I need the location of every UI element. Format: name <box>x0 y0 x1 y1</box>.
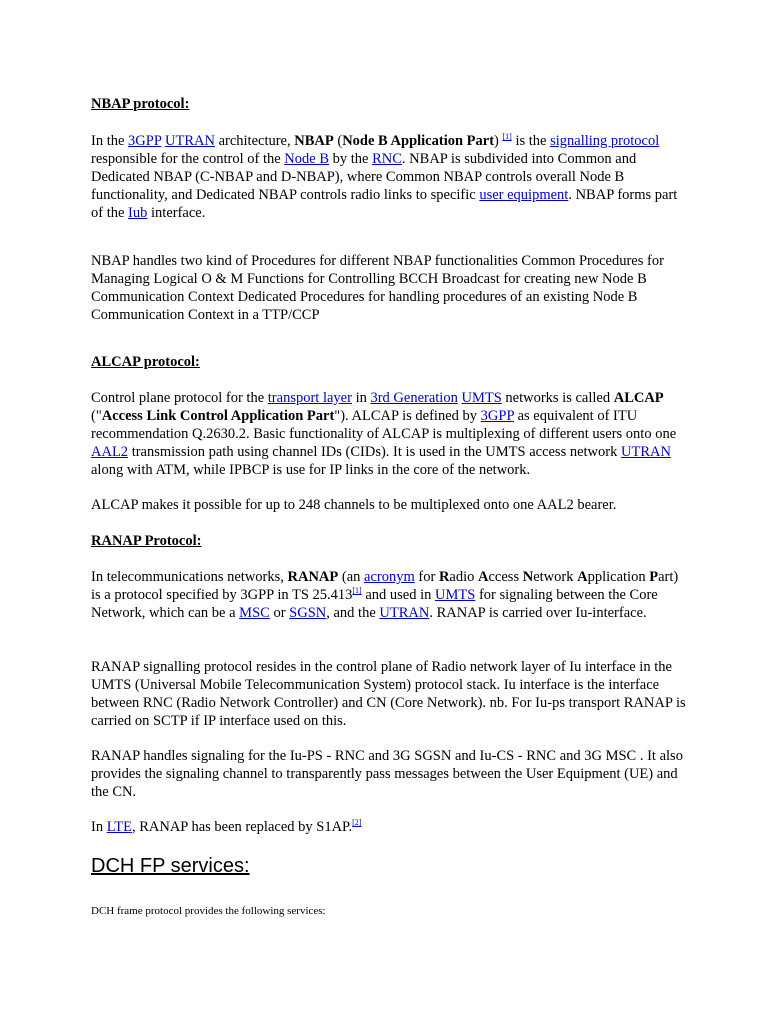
ranap-heading: RANAP Protocol: <box>91 533 202 549</box>
link-utran-ranap[interactable]: UTRAN <box>379 605 430 621</box>
ranap-paragraph-2: RANAP signalling protocol resides in the control plane of Radio network layer of Iu interface in the UMTS (Universal Mobile Telecommunication System) protocol stack. Iu interface is the interface between RNC (Radio Network Controller) and CN (Core Network). nb. For Iu-ps transport RANAP is carried on SCTP if IP interface used on this. <box>91 659 686 729</box>
link-umts-ranap[interactable]: UMTS <box>435 587 476 603</box>
link-utran[interactable]: UTRAN <box>164 133 215 149</box>
nbap-heading: NBAP protocol: <box>91 96 190 112</box>
link-node-b[interactable]: Node B <box>284 151 329 167</box>
link-3rd-generation[interactable]: 3rd Generation <box>370 390 458 406</box>
ranap-paragraph-3: RANAP handles signaling for the Iu-PS - RNC and 3G SGSN and Iu-CS - RNC and 3G MSC . It also provides the signaling channel to transparently pass messages between the User Equipment (UE) and the CN. <box>91 748 683 800</box>
nbap-paragraph-2: NBAP handles two kind of Procedures for different NBAP functionalities Common Procedures for Managing Logical O & M Functions for Controlling BCCH Broadcast for creating new Node B Communication Context Dedicated Procedures for handling procedures of an existing Node B Communication Context in a TTP/CCP <box>91 253 664 323</box>
link-utran-alcap[interactable]: UTRAN <box>621 444 671 460</box>
link-umts[interactable]: UMTS <box>461 390 502 406</box>
link-3gpp-alcap[interactable]: 3GPP <box>480 408 514 424</box>
alcap-paragraph-1: Control plane protocol for the transport layer in 3rd Generation UMTS networks is called ALCAP ("Access Link Control Application Part"). ALCAP is defined by 3GPP as equivalent of ITU recommendation Q.2630.2. Basic functionality of ALCAP is multiplexing of different users onto one AAL2 transmission path using channel IDs (CIDs). It is used in the UMTS access network UTRAN along with ATM, while IPBCP is use for IP links in the core of the network. <box>91 390 677 478</box>
dch-paragraph-1: DCH frame protocol provides the following services: <box>91 905 326 917</box>
link-signalling-protocol[interactable]: signalling protocol <box>550 133 660 149</box>
link-iub[interactable]: Iub <box>128 205 148 221</box>
link-user-equipment[interactable]: user equipment <box>479 187 569 203</box>
ranap-paragraph-1: In telecommunications networks, RANAP (an acronym for Radio Access Network Application Part) is a protocol specified by 3GPP in TS 25.413[1] and used in UMTS for signaling between the Core Network, which can be a MSC or SGSN, and the UTRAN. RANAP is carried over Iu-interface. <box>91 569 679 621</box>
link-3gpp[interactable]: 3GPP <box>128 133 162 149</box>
reference-link-1[interactable]: [1] <box>502 132 512 142</box>
link-msc[interactable]: MSC <box>239 605 270 621</box>
reference-link-1-ranap[interactable]: [1] <box>352 586 362 596</box>
nbap-paragraph-1: In the 3GPP UTRAN architecture, NBAP (Node B Application Part) [1] is the signalling protocol responsible for the control of the Node B by the RNC. NBAP is subdivided into Common and Dedicated NBAP (C-NBAP and D-NBAP), where Common NBAP controls overall Node B functionality, and Dedicated NBAP controls radio links to specific user equipment. NBAP forms part of the Iub interface. <box>91 132 678 221</box>
alcap-paragraph-2: ALCAP makes it possible for up to 248 channels to be multiplexed onto one AAL2 bearer. <box>91 497 617 513</box>
link-acronym[interactable]: acronym <box>364 569 415 585</box>
link-sgsn[interactable]: SGSN <box>289 605 327 621</box>
reference-link-2[interactable]: [2] <box>352 818 362 828</box>
ranap-paragraph-4: In LTE, RANAP has been replaced by S1AP.[2] <box>91 818 362 835</box>
dch-fp-services-heading: DCH FP services: <box>91 855 250 877</box>
link-rnc[interactable]: RNC <box>372 151 402 167</box>
link-lte[interactable]: LTE <box>106 819 132 835</box>
link-transport-layer[interactable]: transport layer <box>267 390 352 406</box>
alcap-heading: ALCAP protocol: <box>91 354 200 370</box>
link-aal2[interactable]: AAL2 <box>91 444 129 460</box>
